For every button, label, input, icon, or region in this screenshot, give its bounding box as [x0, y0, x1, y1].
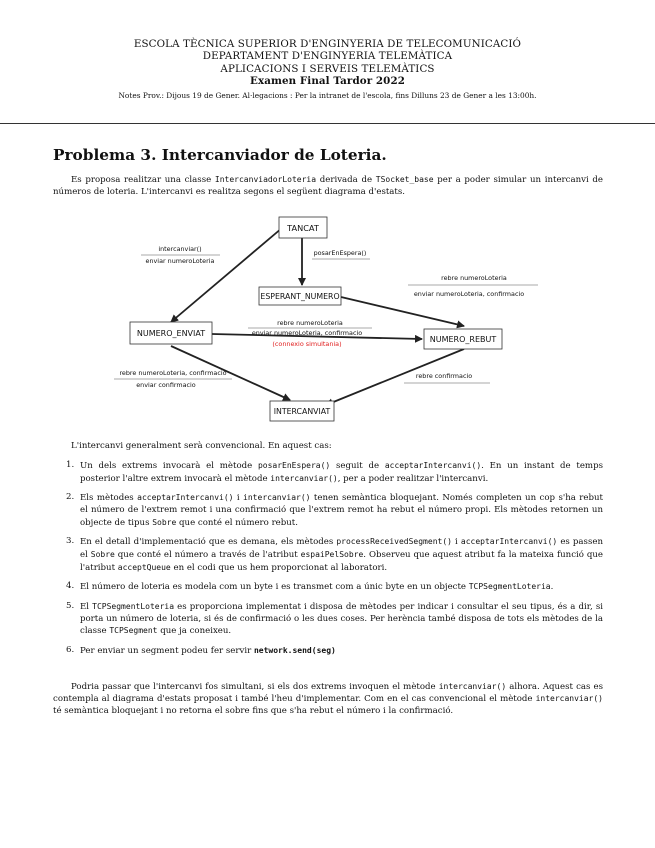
list-item: [53, 536, 603, 574]
text-run: que conté el número a través de l'atribut: [114, 549, 301, 560]
code-run: network.send(seg): [253, 646, 336, 656]
code-run: espaiPelSobre: [300, 549, 364, 559]
code-run: TCPSegment: [109, 626, 158, 636]
text-run: seguit de: [330, 461, 385, 471]
code-run: acceptarIntercanvi(): [137, 493, 234, 503]
code-run: intercanviar(): [438, 682, 507, 691]
list-item: [53, 460, 603, 485]
arrow-esperant-to-rebut: [341, 297, 464, 326]
label-connexio-simultania: (connexio simultania): [272, 340, 342, 348]
text-run: .: [550, 582, 554, 593]
text-run: alhora. Aquest cas es contempla al diagrama d'estats proposat i també l'heu d'implementar. Com en el cas convencional el mètode: [53, 682, 603, 705]
text-run: Podria passar que l'intercanvi fos simultani, si els dos extrems invoquen el mètode: [71, 682, 439, 692]
problem-title: Problema 3. Intercanviador de Loteria.: [53, 146, 387, 164]
code-run: intercanviar(): [270, 473, 338, 483]
label-enviar-confirmacio-final: enviar confirmacio: [136, 381, 196, 389]
rules-list: [53, 460, 603, 665]
simultaneous-paragraph: [53, 681, 603, 718]
text-run: que conté el número rebut.: [176, 517, 298, 528]
item-number: 5.: [66, 601, 75, 612]
text-run: El número de loteria es modela com un byte i es transmet com a únic byte en un objecte: [80, 582, 469, 593]
text-run: Per enviar un segment podeu fer servir: [80, 646, 254, 657]
exam-title: Examen Final Tardor 2022: [250, 75, 405, 88]
item-number: 2.: [66, 492, 75, 503]
code-run: acceptQueue: [117, 562, 171, 572]
state-numero-enviat-label: NUMERO_ENVIAT: [136, 329, 206, 338]
code-run: intercanviar(): [535, 694, 603, 704]
text-run: , per a poder realitzar l'intercanvi.: [337, 473, 489, 484]
item-number: 4.: [66, 581, 75, 592]
intro-paragraph: [53, 174, 603, 198]
label-enviar-confirmacio: enviar numeroLoteria, confirmacio: [413, 290, 525, 298]
label-intercanviar: intercanviar(): [158, 245, 202, 253]
code-run: TCPSegmentLoteria: [468, 582, 551, 592]
label-rebre-confirmacio: rebre confirmacio: [415, 372, 473, 380]
text-run: Els mètodes: [80, 493, 138, 504]
item-number: 1.: [66, 460, 75, 470]
text-run: té semàntica bloquejant i no retorna el sobre fins que s'ha rebut el número i la confirmació.: [53, 706, 454, 717]
text-run: i: [451, 537, 461, 548]
list-item: [53, 645, 603, 658]
text-run: En el detall d'implementació que es demana, els mètodes: [80, 537, 337, 548]
text-run: tenen semàntica bloquejant. Només completen un cop s'ha rebut el número de l'extrem remot i una confirmació que l'extrem remot ha rebut el número propi. Els mètodes retornen un objecte de tipus: [80, 493, 603, 528]
code-run: Sobre: [90, 549, 115, 559]
item-number: 3.: [66, 536, 75, 547]
list-item: [53, 601, 603, 638]
code-base-class: TSocket_base: [375, 175, 434, 184]
code-class-name: IntercanviadorLoteria: [214, 175, 317, 184]
header-divider: [0, 123, 655, 124]
code-run: posarEnEspera(): [257, 461, 331, 470]
text-run: El: [80, 602, 93, 613]
school-name: ESCOLA TÈCNICA SUPERIOR D'ENGINYERIA DE TELECOMUNICACIÓ: [133, 38, 522, 50]
state-tancat-label: TANCAT: [287, 223, 319, 233]
code-run: processReceivedSegment(): [336, 537, 452, 547]
state-intercanviat-label: INTERCANVIAT: [273, 407, 331, 416]
text-run: per a poder simular un intercanvi de números de loteria. L'intercanvi es realitza segons el següent diagrama d'estats.: [53, 175, 603, 198]
text-run: que ja coneixeu.: [157, 626, 232, 637]
code-run: Sobre: [152, 517, 177, 527]
list-item: [53, 581, 603, 594]
arrow-tancat-to-enviat: [171, 228, 282, 322]
code-run: TCPSegmentLoteria: [92, 602, 175, 612]
label-posar-en-espera: posarEnEspera(): [313, 249, 367, 257]
list-item: [53, 492, 603, 529]
item-number: 6.: [66, 645, 75, 656]
text-run: i: [233, 493, 244, 504]
label-rebre-numero-simultani: rebre numeroLoteria: [277, 319, 343, 327]
label-rebre-numero: rebre numeroLoteria: [441, 274, 507, 282]
text-run: . Observeu que aquest atribut fa la mateixa funció que l'atribut: [80, 549, 603, 573]
state-esperant-numero-label: ESPERANT_NUMERO: [260, 292, 340, 301]
exam-header: [0, 38, 655, 102]
label-rebre-confirmacio-numero: rebre numeroLoteria, confirmacio: [119, 369, 227, 377]
text-run: . En un instant de temps posterior l'altre extrem invocarà el mètode: [80, 461, 603, 484]
code-run: acceptarIntercanvi(): [460, 537, 558, 547]
text-run: Es proposa realitzar una classe: [71, 175, 215, 185]
label-enviar-numero: enviar numeroLoteria: [145, 257, 215, 265]
text-run: derivada de: [316, 175, 376, 185]
label-enviar-simultani: enviar numeroLoteria, confirmacio: [251, 329, 363, 337]
exam-notes: Notes Prov.: Dijous 19 de Gener. Al·legacions : Per la intranet de l'escola, fins Dilluns 23 de Gener a les 13:00h.: [118, 90, 537, 100]
code-run: intercanviar(): [243, 493, 311, 503]
text-run: es passen el: [80, 537, 603, 560]
text-run: Un dels extrems invocarà el mètode: [80, 461, 258, 471]
state-numero-rebut-label: NUMERO_REBUT: [429, 335, 497, 344]
code-run: acceptarIntercanvi(): [384, 461, 482, 470]
conventional-paragraph: L'intercanvi generalment serà convencional. En aquest cas:: [71, 441, 332, 451]
state-diagram: [0, 208, 655, 430]
text-run: es proporciona implementat i disposa de mètodes per indicar i consultar el seu tipus, és a dir, si porta un número de loteria, si és de confirmació o les dues coses. Per herència també disposa de tots els mètodes de la classe: [80, 602, 603, 637]
department-name: DEPARTAMENT D'ENGINYERIA TELEMÀTICA: [202, 50, 453, 63]
course-name: APLICACIONS I SERVEIS TELEMÀTICS: [220, 62, 435, 75]
text-run: en el codi que us hem proporcionat al laboratori.: [170, 562, 388, 573]
